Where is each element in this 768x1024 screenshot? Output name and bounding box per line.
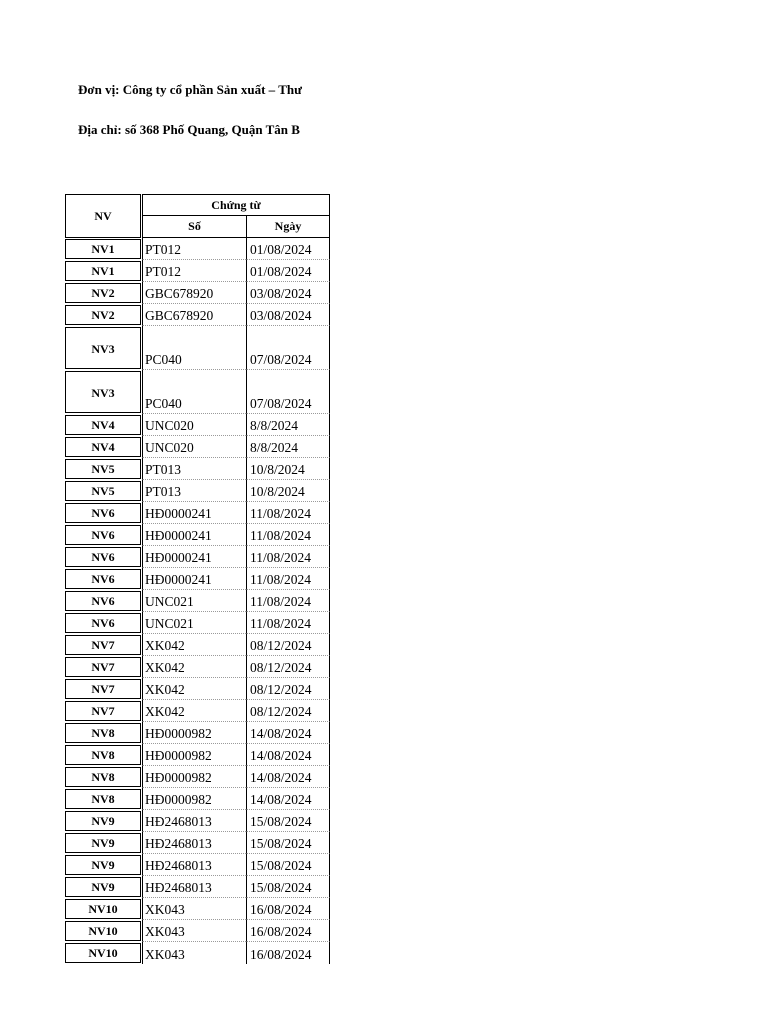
column-header-ngay: Ngày — [246, 215, 330, 238]
cell-ngay: 8/8/2024 — [246, 436, 330, 458]
cell-nv: NV3 — [65, 327, 141, 369]
voucher-table-body — [0, 238, 768, 964]
cell-ngay: 16/08/2024 — [246, 898, 330, 920]
cell-so: HĐ2468013 — [142, 810, 246, 832]
table-row — [0, 590, 768, 612]
cell-so: HĐ2468013 — [142, 876, 246, 898]
company-address-line: Địa chỉ: số 368 Phố Quang, Quận Tân B — [78, 122, 300, 137]
table-row — [0, 282, 768, 304]
cell-ngay: 14/08/2024 — [246, 766, 330, 788]
cell-nv: NV3 — [65, 371, 141, 413]
cell-so: XK043 — [142, 898, 246, 920]
cell-nv: NV6 — [65, 503, 141, 523]
cell-ngay: 10/8/2024 — [246, 480, 330, 502]
table-row — [0, 546, 768, 568]
cell-so: HĐ0000241 — [142, 502, 246, 524]
cell-nv: NV8 — [65, 745, 141, 765]
cell-nv: NV8 — [65, 767, 141, 787]
cell-nv: NV6 — [65, 613, 141, 633]
cell-ngay: 11/08/2024 — [246, 524, 330, 546]
cell-nv: NV6 — [65, 569, 141, 589]
cell-so: PC040 — [142, 326, 246, 370]
cell-ngay: 11/08/2024 — [246, 502, 330, 524]
cell-ngay: 11/08/2024 — [246, 568, 330, 590]
column-group-header-chung-tu: Chứng từ — [142, 194, 330, 216]
cell-so: XK043 — [142, 942, 246, 964]
cell-ngay: 14/08/2024 — [246, 744, 330, 766]
cell-ngay: 01/08/2024 — [246, 260, 330, 282]
cell-ngay: 14/08/2024 — [246, 788, 330, 810]
cell-nv: NV10 — [65, 943, 141, 963]
cell-so: XK043 — [142, 920, 246, 942]
cell-ngay: 10/8/2024 — [246, 458, 330, 480]
table-row — [0, 304, 768, 326]
cell-nv: NV4 — [65, 437, 141, 457]
cell-so: HĐ0000982 — [142, 788, 246, 810]
cell-nv: NV9 — [65, 877, 141, 897]
table-row — [0, 568, 768, 590]
cell-so: UNC020 — [142, 436, 246, 458]
table-row — [0, 788, 768, 810]
cell-ngay: 08/12/2024 — [246, 656, 330, 678]
table-row — [0, 238, 768, 260]
cell-nv: NV5 — [65, 459, 141, 479]
table-row — [0, 656, 768, 678]
cell-so: UNC021 — [142, 612, 246, 634]
cell-nv: NV2 — [65, 305, 141, 325]
cell-so: HĐ0000982 — [142, 744, 246, 766]
table-row — [0, 744, 768, 766]
table-row — [0, 634, 768, 656]
table-row — [0, 678, 768, 700]
cell-ngay: 11/08/2024 — [246, 612, 330, 634]
cell-so: XK042 — [142, 700, 246, 722]
cell-nv: NV7 — [65, 635, 141, 655]
cell-nv: NV10 — [65, 921, 141, 941]
cell-nv: NV10 — [65, 899, 141, 919]
cell-nv: NV1 — [65, 239, 141, 259]
cell-ngay: 07/08/2024 — [246, 326, 330, 370]
table-row — [0, 414, 768, 436]
table-row — [0, 458, 768, 480]
table-row — [0, 326, 768, 370]
table-row — [0, 700, 768, 722]
cell-ngay: 07/08/2024 — [246, 370, 330, 414]
table-row — [0, 502, 768, 524]
cell-nv: NV6 — [65, 525, 141, 545]
cell-ngay: 11/08/2024 — [246, 590, 330, 612]
cell-nv: NV9 — [65, 855, 141, 875]
cell-ngay: 03/08/2024 — [246, 282, 330, 304]
cell-nv: NV6 — [65, 547, 141, 567]
cell-so: PC040 — [142, 370, 246, 414]
cell-nv: NV8 — [65, 723, 141, 743]
cell-so: XK042 — [142, 634, 246, 656]
cell-so: UNC021 — [142, 590, 246, 612]
cell-nv: NV4 — [65, 415, 141, 435]
cell-nv: NV7 — [65, 657, 141, 677]
cell-nv: NV1 — [65, 261, 141, 281]
table-row — [0, 920, 768, 942]
table-row — [0, 810, 768, 832]
table-row — [0, 722, 768, 744]
cell-so: GBC678920 — [142, 304, 246, 326]
cell-nv: NV8 — [65, 789, 141, 809]
cell-so: HĐ2468013 — [142, 854, 246, 876]
cell-so: XK042 — [142, 678, 246, 700]
cell-ngay: 16/08/2024 — [246, 920, 330, 942]
cell-nv: NV5 — [65, 481, 141, 501]
table-row — [0, 480, 768, 502]
cell-ngay: 15/08/2024 — [246, 832, 330, 854]
cell-nv: NV9 — [65, 833, 141, 853]
cell-ngay: 15/08/2024 — [246, 810, 330, 832]
cell-nv: NV6 — [65, 591, 141, 611]
cell-ngay: 08/12/2024 — [246, 700, 330, 722]
cell-so: HĐ0000241 — [142, 568, 246, 590]
cell-ngay: 14/08/2024 — [246, 722, 330, 744]
cell-ngay: 01/08/2024 — [246, 238, 330, 260]
cell-ngay: 08/12/2024 — [246, 678, 330, 700]
cell-ngay: 08/12/2024 — [246, 634, 330, 656]
table-row — [0, 370, 768, 414]
cell-ngay: 16/08/2024 — [246, 942, 330, 964]
column-header-so: Số — [142, 215, 247, 238]
cell-ngay: 8/8/2024 — [246, 414, 330, 436]
cell-so: HĐ0000241 — [142, 546, 246, 568]
cell-so: PT012 — [142, 238, 246, 260]
table-row — [0, 942, 768, 964]
cell-nv: NV7 — [65, 701, 141, 721]
cell-so: HĐ0000241 — [142, 524, 246, 546]
cell-so: XK042 — [142, 656, 246, 678]
cell-so: UNC020 — [142, 414, 246, 436]
column-header-nv: NV — [65, 194, 141, 238]
table-row — [0, 854, 768, 876]
table-row — [0, 436, 768, 458]
table-row — [0, 260, 768, 282]
table-row — [0, 898, 768, 920]
cell-ngay: 15/08/2024 — [246, 854, 330, 876]
cell-nv: NV9 — [65, 811, 141, 831]
cell-nv: NV7 — [65, 679, 141, 699]
cell-so: PT012 — [142, 260, 246, 282]
cell-ngay: 03/08/2024 — [246, 304, 330, 326]
cell-nv: NV2 — [65, 283, 141, 303]
cell-ngay: 15/08/2024 — [246, 876, 330, 898]
cell-so: PT013 — [142, 458, 246, 480]
table-row — [0, 876, 768, 898]
cell-so: HĐ2468013 — [142, 832, 246, 854]
cell-so: PT013 — [142, 480, 246, 502]
cell-ngay: 11/08/2024 — [246, 546, 330, 568]
cell-so: HĐ0000982 — [142, 766, 246, 788]
table-row — [0, 524, 768, 546]
table-row — [0, 766, 768, 788]
cell-so: HĐ0000982 — [142, 722, 246, 744]
company-unit-line: Đơn vị: Công ty cổ phần Sản xuất – Thư — [78, 82, 302, 97]
table-row — [0, 832, 768, 854]
cell-so: GBC678920 — [142, 282, 246, 304]
table-row — [0, 612, 768, 634]
